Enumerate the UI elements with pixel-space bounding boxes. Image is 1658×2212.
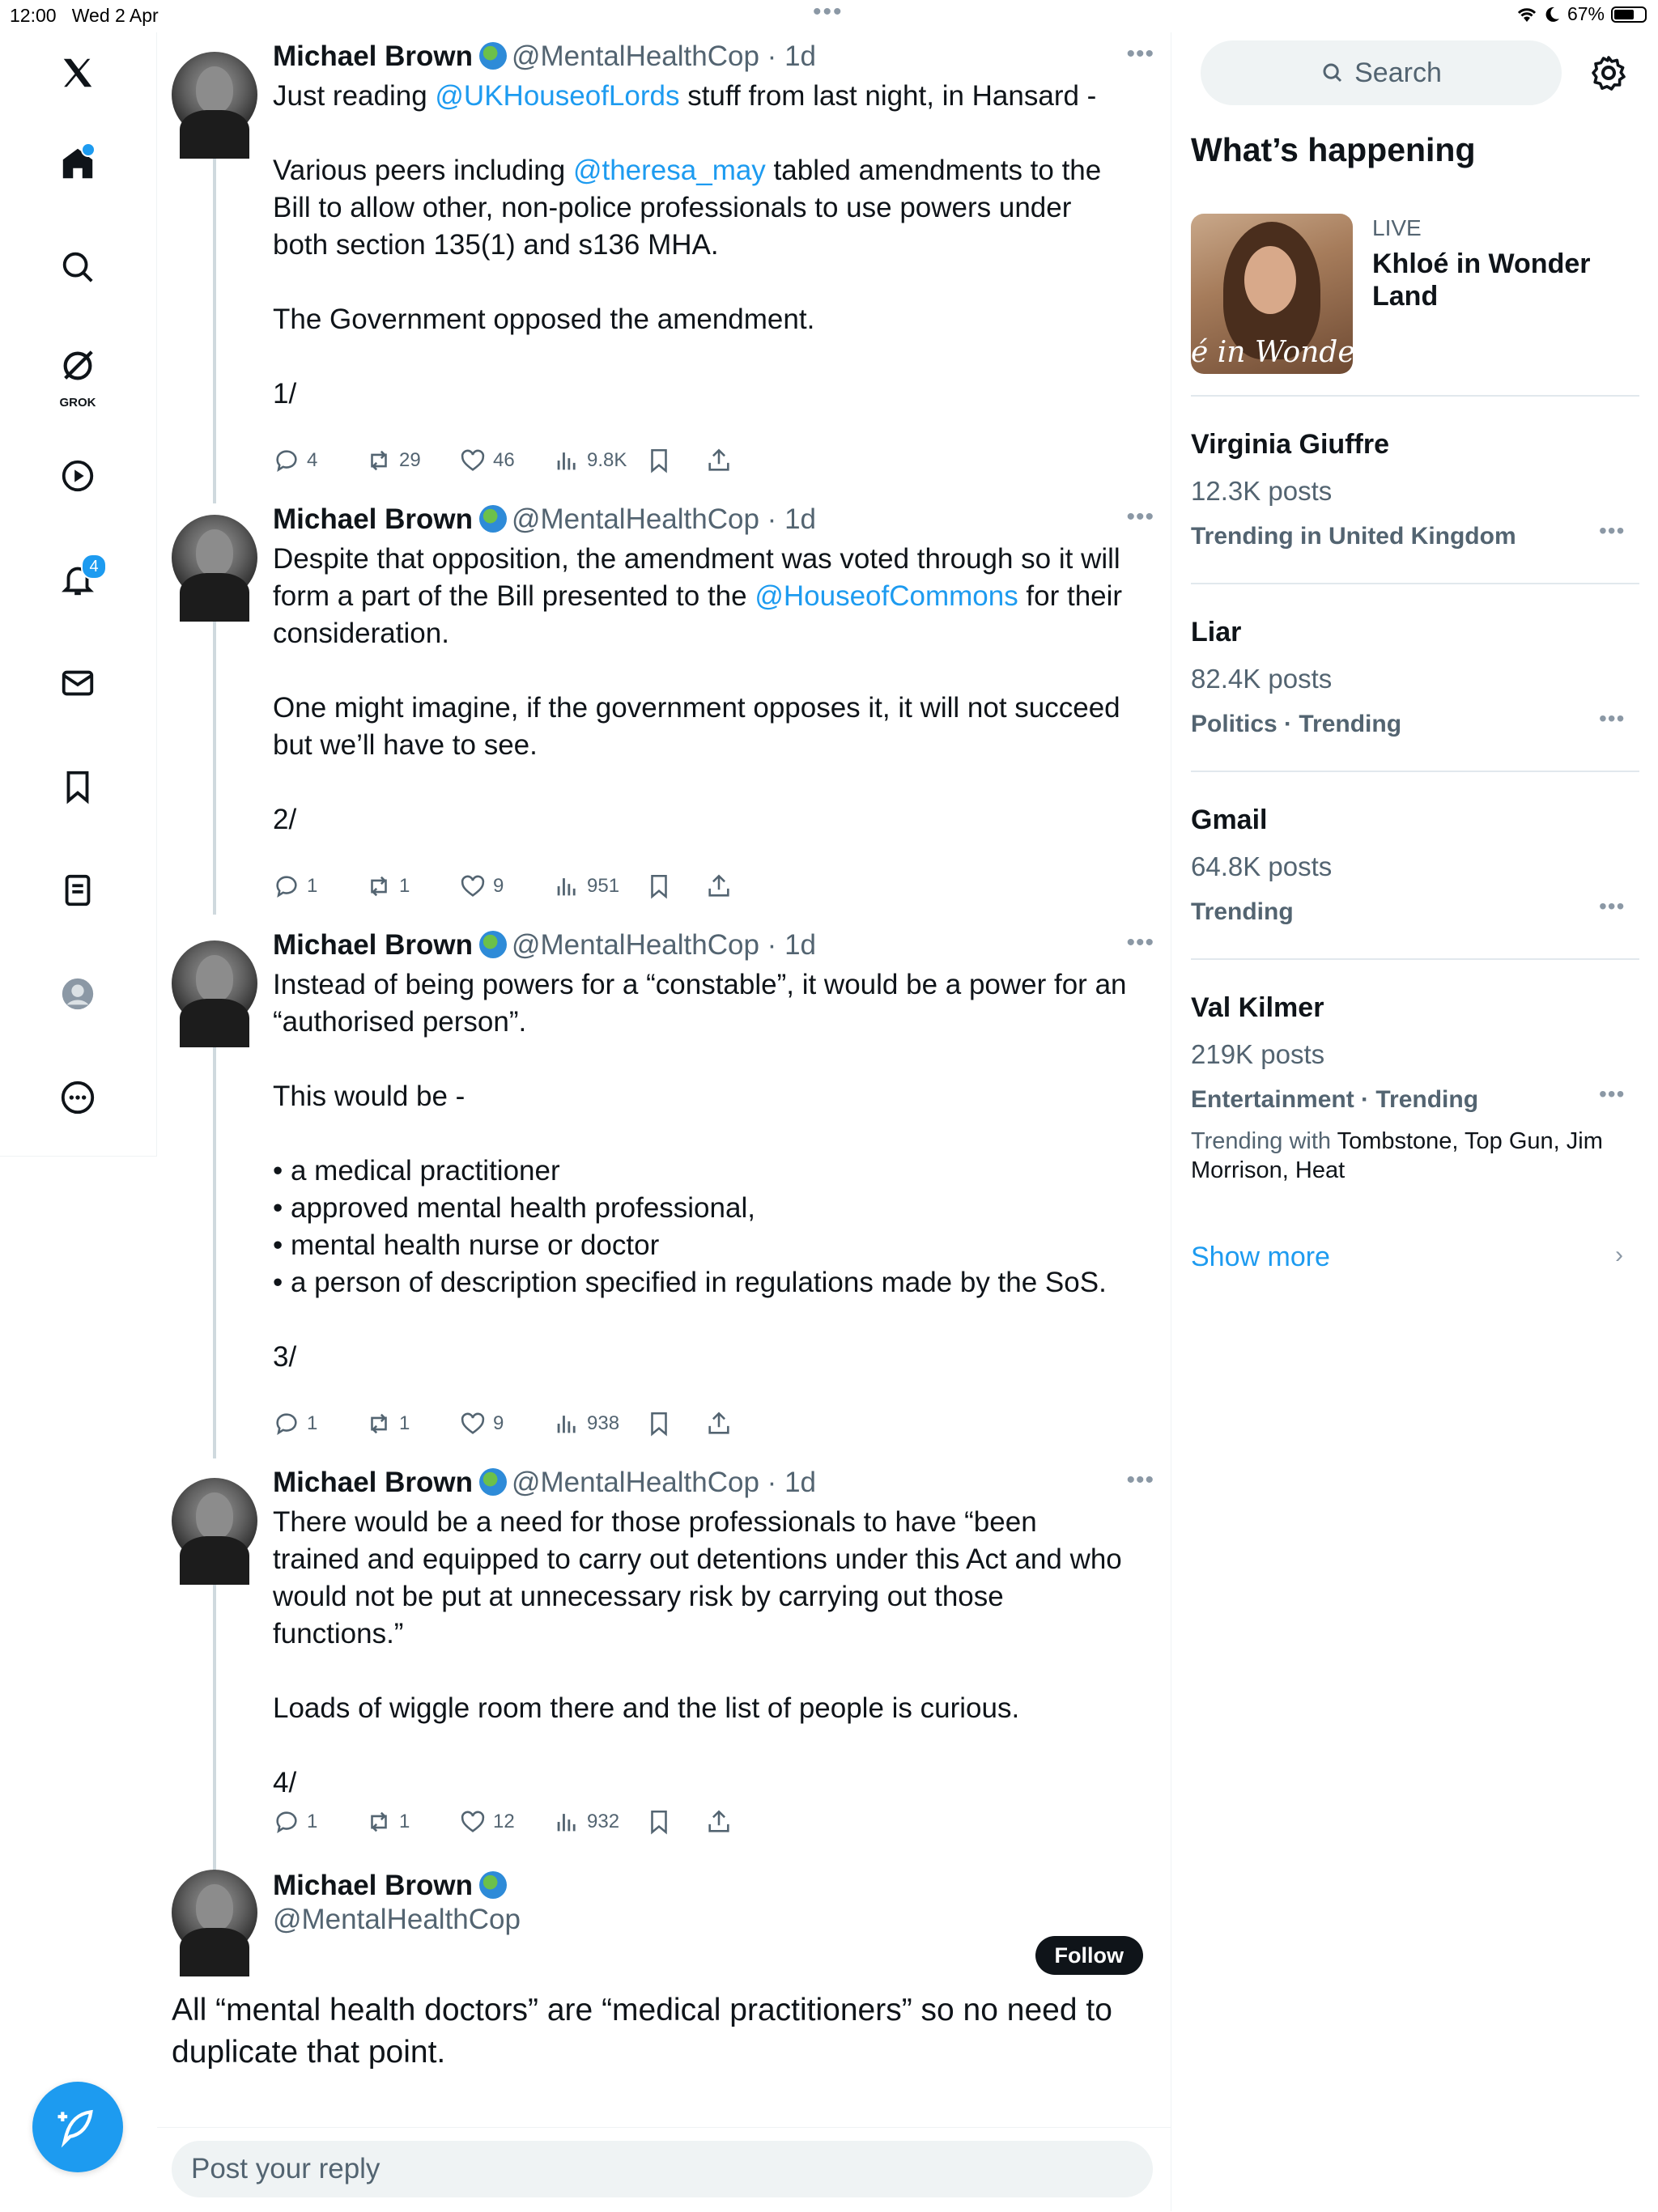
status-time-date: 12:00 Wed 2 Apr [10,5,159,26]
mention-link[interactable]: @HouseofCommons [755,580,1018,612]
reply-icon [273,447,300,474]
search-icon [1320,61,1345,85]
tweet-text-segment: Despite that opposition, the amendment was voted through so it will form a part of the Bill presented to the [273,543,1129,612]
author-name[interactable]: Michael Brown [273,929,473,961]
bookmark-icon [645,1808,673,1836]
tweet-text-segment: Just reading [273,80,436,112]
tweet-header: Michael Brown @MentalHealthCop · 1d [273,929,816,961]
author-name[interactable]: Michael Brown [273,503,473,535]
globe-icon [479,42,507,70]
author-avatar[interactable] [172,940,257,1026]
mention-link[interactable]: @theresa_may [572,155,766,186]
author-avatar[interactable] [172,1478,257,1564]
reply-button[interactable] [273,447,317,474]
search-input[interactable] [1201,40,1562,105]
tweet-time[interactable]: 1d [784,1467,816,1498]
bookmark-button[interactable] [645,872,673,900]
bookmark-button[interactable] [645,1808,673,1836]
tweet-text-segment: for their consideration. One might imagine, if the government opposes it, it will not succeed but we’ll have to see. 2/ [273,580,1123,835]
trend-related [1191,1127,1644,1185]
views-button[interactable] [553,1410,619,1437]
thread-connector [213,128,216,503]
author-handle[interactable]: @MentalHealthCop [511,1467,759,1498]
views-icon [553,872,580,900]
share-icon [705,872,733,900]
tweet-actions [273,1808,1082,1841]
trend-context: Trending in United Kingdom [1191,523,1516,550]
tweet-header: Michael Brown @MentalHealthCop · 1d [273,1467,816,1498]
like-icon [459,447,487,474]
repost-icon [365,1808,393,1836]
views-count: 951 [587,875,620,897]
author-avatar[interactable] [172,52,257,138]
thread-connector [213,1017,216,1458]
tweet-header: Michael Brown @MentalHealthCop · 1d [273,503,816,535]
trend-posts: 219K posts [1191,1039,1325,1069]
share-button[interactable] [705,1410,733,1437]
trend-posts: 12.3K posts [1191,476,1333,506]
author-handle[interactable]: @MentalHealthCop [511,40,759,72]
search-placeholder: Search [1354,57,1442,88]
x-logo-icon[interactable] [45,40,110,105]
author-name[interactable]: Michael Brown [273,40,473,72]
tweet-time[interactable]: 1d [784,929,816,961]
views-count: 938 [587,1412,620,1434]
tweet-actions [273,1410,1082,1442]
trend-context: Entertainment · Trending [1191,1086,1479,1113]
thread-connector [213,1554,216,1878]
home-icon[interactable] [45,131,110,196]
chevron-right-icon: › [1615,1242,1623,1268]
notifications-badge: 4 [81,554,107,580]
share-button[interactable] [705,872,733,900]
tweet-text-segment: stuff from last night, in Hansard - Various peers including [273,80,1097,186]
like-count: 12 [493,1811,515,1832]
live-event-art-text: é in Wonder L [1191,336,1398,369]
repost-button[interactable] [365,447,421,474]
views-icon [553,447,580,474]
whats-happening-heading: What’s happening [1191,131,1476,168]
views-count: 9.8K [587,449,627,471]
author-avatar[interactable] [172,1870,257,1955]
like-icon [459,872,487,900]
mention-link[interactable]: @UKHouseofLords [435,80,680,112]
search-nav-icon[interactable] [45,235,110,299]
live-label: LIVE [1372,215,1422,240]
compose-feather-icon [55,2104,100,2150]
globe-icon [479,505,507,533]
reply-icon [273,1808,300,1836]
like-icon [459,1410,487,1437]
trend-name[interactable]: Liar [1191,617,1242,647]
tweet-more-icon[interactable]: ••• [1126,1467,1154,1493]
trend-more-icon[interactable]: ••• [1599,1081,1626,1106]
repost-icon [365,1410,393,1437]
tweet-header: Michael Brown @MentalHealthCop · 1d [273,40,816,72]
trend-name[interactable]: Virginia Giuffre [1191,429,1389,460]
bookmark-button[interactable] [645,447,673,474]
trend-related-label: Trending with [1191,1128,1332,1154]
show-more-link[interactable]: Show more [1191,1242,1330,1272]
like-icon [459,1808,487,1836]
globe-icon [479,931,507,958]
tweet-text [273,966,1131,1376]
home-unread-dot [81,142,96,157]
trend-more-icon[interactable]: ••• [1599,518,1626,543]
tweet-more-icon[interactable]: ••• [1126,503,1154,530]
author-handle[interactable]: @MentalHealthCop [273,1904,521,1935]
tweet-more-icon[interactable]: ••• [1126,929,1154,956]
bookmark-icon [645,872,673,900]
like-count: 9 [493,1412,504,1434]
like-count: 9 [493,875,504,897]
views-icon [553,1808,580,1836]
right-sidebar [1171,32,1658,2211]
trend-related-items: Tombstone, Top Gun, Jim Morrison, Heat [1191,1128,1603,1183]
live-event-title[interactable]: Khloé in Wonder Land [1372,248,1591,312]
more-options-icon[interactable] [45,1065,110,1130]
repost-count: 1 [399,1811,410,1832]
wifi-icon [1516,6,1538,23]
tweet-header [273,1870,512,1902]
lists-icon[interactable] [45,858,110,923]
trend-name[interactable]: Gmail [1191,805,1268,835]
views-count: 932 [587,1811,620,1832]
share-icon [705,1410,733,1437]
author-avatar[interactable] [172,515,257,601]
tweet-more-icon[interactable]: ••• [1126,40,1154,67]
tweet-text [273,1504,1131,1802]
divider [1191,958,1639,960]
moon-icon [1545,6,1561,23]
compose-post-button[interactable] [32,2082,123,2172]
bookmark-icon [645,1410,673,1437]
share-button[interactable] [705,447,733,474]
video-icon[interactable] [45,444,110,508]
thread-connector [213,591,216,915]
tweet-text-segment: There would be a need for those professionals to have “been trained and equipped to carry out detentions under this Act and who would not be put at unnecessary risk by carrying out those functions.” Loads of wiggle room there and the list of people is curious. 4/ [273,1506,1122,1798]
reply-icon [273,1410,300,1437]
follow-button[interactable]: Follow [1035,1936,1143,1975]
author-name[interactable]: Michael Brown [273,1467,473,1498]
reply-icon [273,872,300,900]
divider [1191,771,1639,772]
trend-posts: 82.4K posts [1191,664,1333,694]
repost-button[interactable] [365,872,410,900]
reply-count: 4 [307,449,318,471]
trend-posts: 64.8K posts [1191,851,1333,881]
trend-name[interactable]: Val Kilmer [1191,992,1324,1023]
divider [1191,395,1639,397]
share-button[interactable] [705,1808,733,1836]
author-handle[interactable]: @MentalHealthCop [511,503,759,535]
reply-count: 1 [307,875,318,897]
author-handle[interactable]: @MentalHealthCop [511,929,759,961]
messages-envelope-icon[interactable] [45,651,110,715]
trend-context: Trending [1191,898,1294,925]
repost-count: 1 [399,875,410,897]
bookmark-icon [645,447,673,474]
like-button[interactable] [459,872,504,900]
tweet-time[interactable]: 1d [784,40,816,72]
globe-icon [479,1468,507,1496]
left-navigation [0,32,157,1157]
views-button[interactable] [553,1808,619,1836]
settings-gear-icon[interactable] [1589,53,1628,92]
tweet-text [273,78,1131,413]
tweet-actions [273,447,1082,479]
like-button[interactable] [459,1410,504,1437]
reply-count: 1 [307,1811,318,1832]
bookmarks-icon[interactable] [45,754,110,819]
divider [1191,583,1639,584]
grok-icon[interactable] [45,333,110,414]
trend-more-icon[interactable]: ••• [1599,894,1626,919]
bookmark-button[interactable] [645,1410,673,1437]
reply-button[interactable] [273,872,317,900]
reply-count: 1 [307,1412,318,1434]
like-button[interactable] [459,447,515,474]
share-icon [705,1808,733,1836]
globe-icon [479,1871,507,1899]
tweet-text [273,541,1131,839]
repost-count: 29 [399,449,421,471]
reply-button[interactable] [273,1808,317,1836]
focused-tweet-text: All “mental health doctors” are “medical practitioners” so no need to duplicate that point. [172,1993,1112,2070]
share-icon [705,447,733,474]
repost-icon [365,872,393,900]
views-icon [553,1410,580,1437]
tweet-time[interactable]: 1d [784,503,816,535]
reply-input[interactable]: Post your reply [172,2141,1153,2197]
tweet-text-segment: Instead of being powers for a “constable”, it would be a power for an “authorised person”. This would be - • a medical practitioner • approved mental health professional, • mental health nurse or doctor • a person of description specified in regulations made by the SoS. 3/ [273,969,1127,1373]
repost-icon [365,447,393,474]
thread-column [157,32,1171,2211]
views-button[interactable] [553,872,619,900]
battery-icon [1611,6,1647,23]
tweet-text-segment: tabled amendments to the Bill to allow other, non-police professionals to use powers under both section 135(1) and s136 MHA. The Government opposed the amendment. 1/ [273,155,1102,410]
author-name[interactable]: Michael Brown [273,1870,473,1901]
reply-button[interactable] [273,1410,317,1437]
grok-label: GROK [59,396,96,410]
like-button[interactable] [459,1808,515,1836]
repost-count: 1 [399,1412,410,1434]
views-button[interactable] [553,447,627,474]
battery-percent: 67% [1567,3,1605,24]
trend-more-icon[interactable]: ••• [1599,706,1626,731]
profile-avatar-icon[interactable] [45,962,110,1026]
like-count: 46 [493,449,515,471]
notifications-bell-icon[interactable] [45,547,110,612]
repost-button[interactable] [365,1808,410,1836]
multitasking-dots-icon[interactable]: ••• [813,0,844,25]
tweet-actions [273,872,1082,905]
reply-bar [157,2127,1171,2212]
repost-button[interactable] [365,1410,410,1437]
status-bar [0,0,1658,32]
trend-context: Politics · Trending [1191,711,1402,737]
battery-fill [1614,10,1634,19]
